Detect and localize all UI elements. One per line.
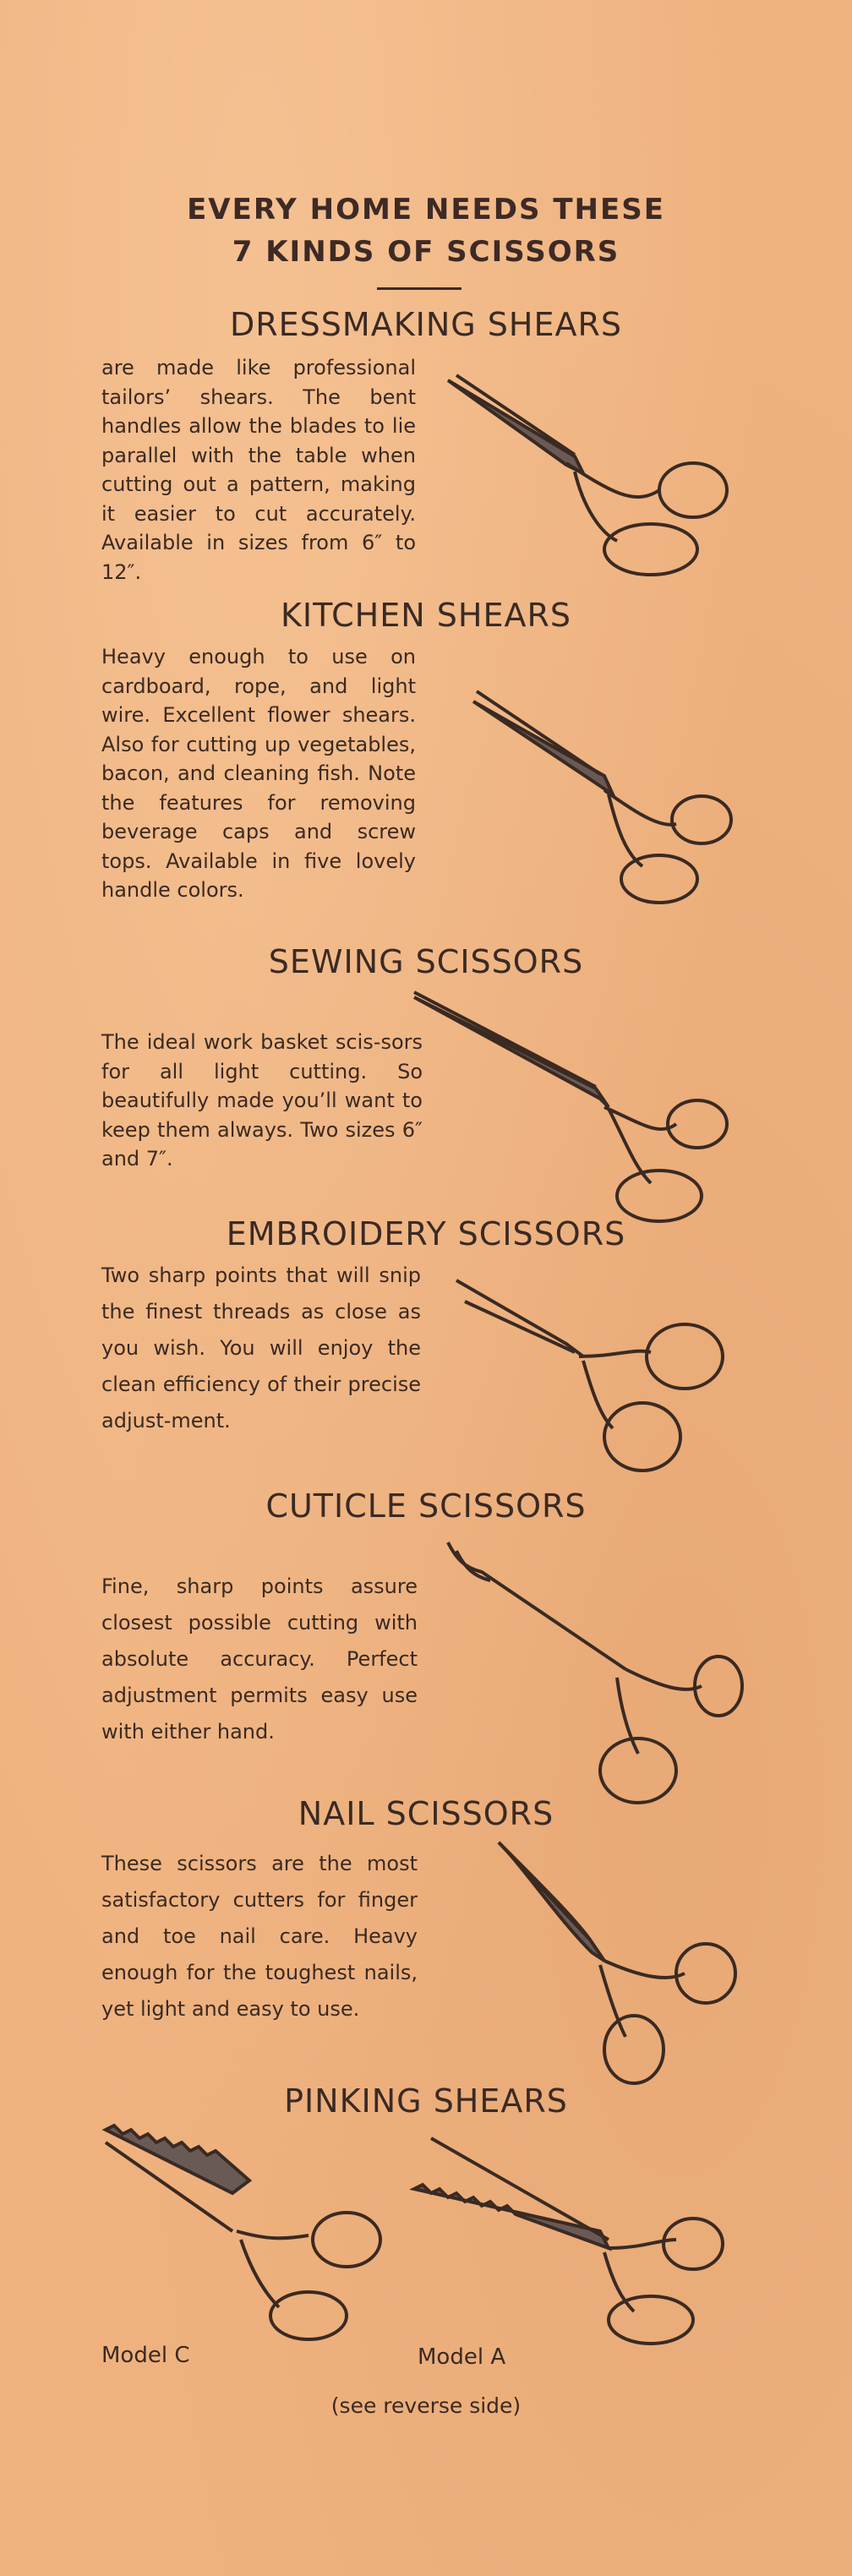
caption-model-a: Model A <box>418 2344 506 2370</box>
text-embroidery-scissors: Two sharp points that will snip the finest threads as close as you wish. You will enjoy the clean efficiency of their precise adjust-ment. <box>101 1263 421 1433</box>
scissors-icon <box>448 1263 744 1483</box>
scissors-icon <box>465 676 735 904</box>
heading-cuticle-scissors: CUTICLE SCISSORS <box>265 1487 587 1525</box>
heading-embroidery-scissors: EMBROIDERY SCISSORS <box>226 1215 626 1253</box>
footer-note: (see reverse side) <box>330 2393 522 2418</box>
title-line-2: 7 KINDS OF SCISSORS <box>232 235 620 269</box>
heading-pinking-shears: PINKING SHEARS <box>284 2082 568 2120</box>
caption-model-c: Model C <box>101 2343 190 2368</box>
text-dressmaking-shears: are made like professional tailors’ shears. The bent handles allow the blades to lie parallel with the table when cutting out a pattern, making it easier to cut accurately. Available in sizes from 6″ to 12″. <box>101 356 416 584</box>
scissors-icon <box>406 980 744 1225</box>
title-line-1: EVERY HOME NEEDS THESE <box>187 193 665 226</box>
heading-dressmaking-shears: DRESSMAKING SHEARS <box>230 306 622 343</box>
heading-sewing-scissors: SEWING SCISSORS <box>268 943 584 980</box>
scissors-icon <box>97 2113 401 2341</box>
text-cuticle-scissors: Fine, sharp points assure closest possible cutting with absolute accuracy. Perfect adjustment permits easy use with either hand. <box>101 1575 418 1744</box>
scissors-icon <box>440 363 735 583</box>
text-sewing-scissors: The ideal work basket scis-sors for all light cutting. So beautifully made you’ll want to keep them always. Two sizes 6″ and 7″. <box>101 1030 423 1171</box>
title-rule <box>377 287 462 290</box>
scissors-icon <box>406 2121 735 2350</box>
heading-nail-scissors: NAIL SCISSORS <box>298 1795 554 1832</box>
text-nail-scissors: These scissors are the most satisfactory cutters for finger and toe nail care. Heavy enough for the toughest nails, yet light and easy to use. <box>101 1852 418 2021</box>
scissors-icon <box>490 1834 744 2088</box>
text-kitchen-shears: Heavy enough to use on cardboard, rope, and light wire. Excellent flower shears. Also for cutting up vegetables, bacon, and cleaning fish. Note the features for removing beverage caps and screw tops. Available in five lovely handle colors. <box>101 645 416 902</box>
scissors-icon <box>431 1534 744 1804</box>
heading-kitchen-shears: KITCHEN SHEARS <box>281 597 571 634</box>
